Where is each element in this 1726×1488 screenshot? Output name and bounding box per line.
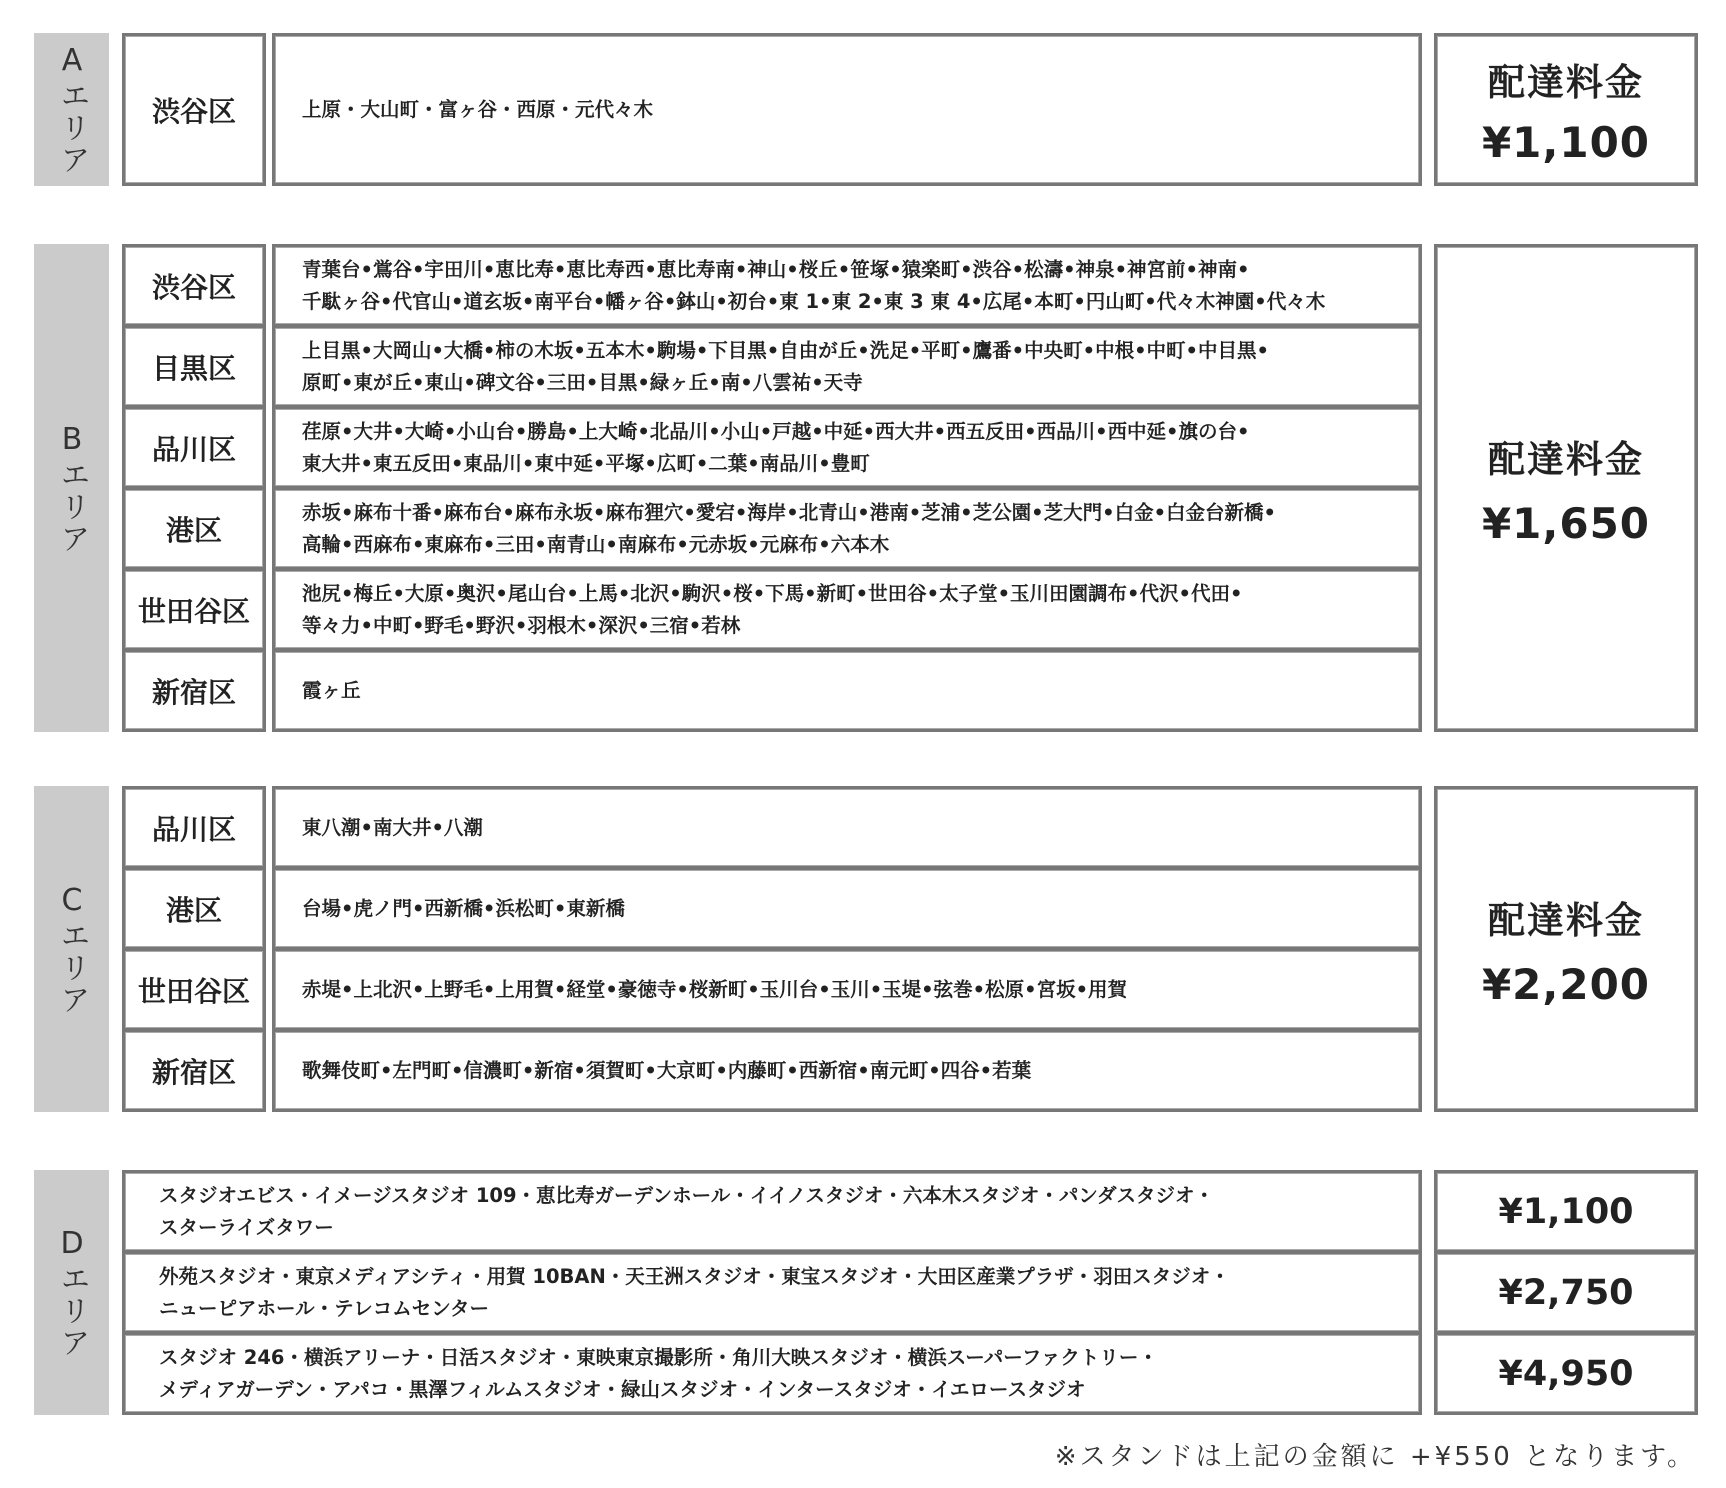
area-b-ward-3 xyxy=(122,487,266,570)
area-a-ward-0 xyxy=(122,33,266,186)
area-b-label-text: Bエリア xyxy=(54,421,90,555)
ward-name: 港区 xyxy=(165,893,222,927)
area-b-ward-2 xyxy=(122,406,266,489)
town-list: 霞ヶ丘 xyxy=(302,678,361,702)
area-a-block xyxy=(0,33,1726,186)
area-b-block xyxy=(0,244,1726,732)
area-c-label-text: Cエリア xyxy=(54,882,90,1016)
ward-name: 世田谷区 xyxy=(137,594,250,628)
area-d-fee-0 xyxy=(1434,1170,1698,1253)
fee-price: ¥2,750 xyxy=(1498,1272,1634,1313)
fee-price: ¥4,950 xyxy=(1498,1353,1634,1394)
fee-price: ¥1,650 xyxy=(1481,498,1651,548)
area-b-towns-5 xyxy=(272,649,1422,732)
fee-label: 配達料金 xyxy=(1488,898,1644,942)
ward-name: 品川区 xyxy=(151,432,236,466)
area-a-towns-0 xyxy=(272,33,1422,186)
area-a-label-text: Aエリア xyxy=(54,43,90,176)
area-c-towns-3 xyxy=(272,1029,1422,1112)
area-b-ward-5 xyxy=(122,649,266,732)
area-b-ward-4 xyxy=(122,568,266,651)
area-d-label-text: Dエリア xyxy=(54,1226,90,1359)
area-d-studios-2 xyxy=(122,1332,1422,1415)
area-c-fee xyxy=(1434,786,1698,1112)
area-b-label xyxy=(34,244,109,732)
area-b-towns-1 xyxy=(272,325,1422,408)
ward-name: 渋谷区 xyxy=(151,94,236,128)
area-d-fee-2 xyxy=(1434,1332,1698,1415)
area-b-fee xyxy=(1434,244,1698,732)
area-d-studios-0 xyxy=(122,1170,1422,1253)
ward-name: 渋谷区 xyxy=(151,270,236,304)
area-c-towns-2 xyxy=(272,948,1422,1031)
town-list: 青葉台•鴬谷•宇田川•恵比寿•恵比寿西•恵比寿南•神山•桜丘•笹塚•猿楽町•渋谷•松濤•神泉•神宮前•神南• 千駄ヶ谷•代官山•道玄坂•南平台•幡ヶ谷•鉢山•初台•東 1•東 2•東 3 東 4•広尾•本町•円山町•代々木神園•代々木 xyxy=(302,257,1326,313)
fee-price: ¥2,200 xyxy=(1481,959,1651,1009)
area-b-towns-3 xyxy=(272,487,1422,570)
ward-name: 世田谷区 xyxy=(137,974,250,1008)
area-c-towns-0 xyxy=(272,786,1422,869)
area-d-block xyxy=(0,1170,1726,1415)
area-c-towns-1 xyxy=(272,867,1422,950)
studio-list: スタジオ 246・横浜アリーナ・日活スタジオ・東映東京撮影所・角川大映スタジオ・横浜スーパーファクトリー・ メディアガーデン・アパコ・黒澤フィルムスタジオ・緑山スタジオ・インタースタジオ・イエロースタジオ xyxy=(159,1345,1158,1401)
fee-label: 配達料金 xyxy=(1488,437,1644,481)
area-c-ward-0 xyxy=(122,786,266,869)
town-list: 東八潮•南大井•八潮 xyxy=(302,815,483,839)
area-a-label xyxy=(34,33,109,186)
area-d-fee-1 xyxy=(1434,1251,1698,1334)
fee-price: ¥1,100 xyxy=(1481,118,1651,167)
ward-name: 新宿区 xyxy=(151,675,236,709)
studio-list: スタジオエビス・イメージスタジオ 109・恵比寿ガーデンホール・イイノスタジオ・六本木スタジオ・パンダスタジオ・ スターライズタワー xyxy=(159,1183,1215,1239)
area-b-towns-2 xyxy=(272,406,1422,489)
town-list: 歌舞伎町•左門町•信濃町•新宿•須賀町•大京町•内藤町•西新宿•南元町•四谷•若葉 xyxy=(302,1058,1032,1082)
area-b-towns-0 xyxy=(272,244,1422,327)
area-c-ward-1 xyxy=(122,867,266,950)
footnote: ※スタンドは上記の金額に +¥550 となります。 xyxy=(1054,1442,1696,1472)
area-c-label xyxy=(34,786,109,1112)
town-list: 赤堤•上北沢•上野毛•上用賀•経堂•豪徳寺•桜新町•玉川台•玉川•玉堤•弦巻•松原•宮坂•用賀 xyxy=(302,977,1128,1001)
town-list: 荏原•大井•大崎•小山台•勝島•上大崎•北品川•小山•戸越•中延•西大井•西五反田•西品川•西中延•旗の台• 東大井•東五反田•東品川•東中延•平塚•広町•二葉•南品川•豊町 xyxy=(302,419,1250,475)
ward-name: 目黒区 xyxy=(151,351,236,385)
town-list: 上原・大山町・富ヶ谷・西原・元代々木 xyxy=(302,97,654,121)
ward-name: 品川区 xyxy=(151,812,236,846)
ward-name: 港区 xyxy=(165,513,222,547)
area-c-ward-2 xyxy=(122,948,266,1031)
town-list: 赤坂•麻布十番•麻布台•麻布永坂•麻布狸穴•愛宕•海岸•北青山•港南•芝浦•芝公園•芝大門•白金•白金台新橋• 高輪•西麻布•東麻布•三田•南青山•南麻布•元赤坂•元麻布•六本木 xyxy=(302,500,1276,556)
town-list: 池尻•梅丘•大原•奥沢•尾山台•上馬•北沢•駒沢•桜•下馬•新町•世田谷•太子堂•玉川田園調布•代沢•代田• 等々力•中町•野毛•野沢•羽根木•深沢•三宿•若林 xyxy=(302,581,1243,637)
fee-price: ¥1,100 xyxy=(1498,1191,1634,1232)
town-list: 台場•虎ノ門•西新橋•浜松町•東新橋 xyxy=(302,896,625,920)
ward-name: 新宿区 xyxy=(151,1055,236,1089)
studio-list: 外苑スタジオ・東京メディアシティ・用賀 10BAN・天王洲スタジオ・東宝スタジオ・大田区産業プラザ・羽田スタジオ・ ニューピアホール・テレコムセンター xyxy=(159,1264,1230,1320)
area-b-ward-0 xyxy=(122,244,266,327)
area-c-block xyxy=(0,786,1726,1112)
area-b-towns-4 xyxy=(272,568,1422,651)
fee-label: 配達料金 xyxy=(1488,61,1644,104)
town-list: 上目黒•大岡山•大橋•柿の木坂•五本木•駒場•下目黒•自由が丘•洗足•平町•鷹番•中央町•中根•中町•中目黒• 原町•東が丘•東山•碑文谷•三田•目黒•緑ヶ丘•南•八雲祐•天寺 xyxy=(302,338,1269,394)
area-a-fee xyxy=(1434,33,1698,186)
area-d-label xyxy=(34,1170,109,1415)
area-b-ward-1 xyxy=(122,325,266,408)
area-d-studios-1 xyxy=(122,1251,1422,1334)
area-c-ward-3 xyxy=(122,1029,266,1112)
